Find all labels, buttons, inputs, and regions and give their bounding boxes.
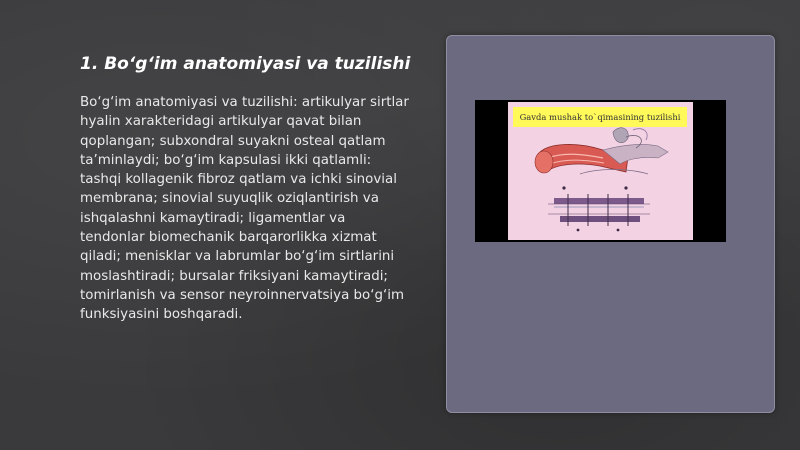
embedded-image	[475, 100, 726, 242]
embedded-slide-title: Gavda mushak to`qimasining tuzilishi	[513, 107, 687, 127]
slide-body-text: Bo‘g‘im anatomiyasi va tuzilishi: artikulyar sirtlar hyalin xarakteridagi artikulyar qavat bilan qoplangan; subxondral suyakni osteal qatlam ta’minlaydi; bo‘g‘im kapsulasi ikki qatlamli: tashqi kollagenik fibroz qatlam va ichki sinovial membrana; sinovial suyuqlik oziqlantirish va ishqalashni kamaytiradi; ligamentlar va tendonlar biomechanik barqarorlikka xizmat qiladi; menisklar va labrumlar bo‘g‘im sirtlarini moslashtiradi; bursalar friksiyani kamaytiradi; tomirlanish va sensor neyroinnervatsiya bo‘g‘im funksiyasini boshqaradi.	[80, 95, 409, 323]
image-panel	[446, 35, 775, 413]
embedded-slide	[508, 102, 693, 240]
slide-title: 1. Bo‘g‘im anatomiyasi va tuzilishi	[80, 54, 411, 74]
